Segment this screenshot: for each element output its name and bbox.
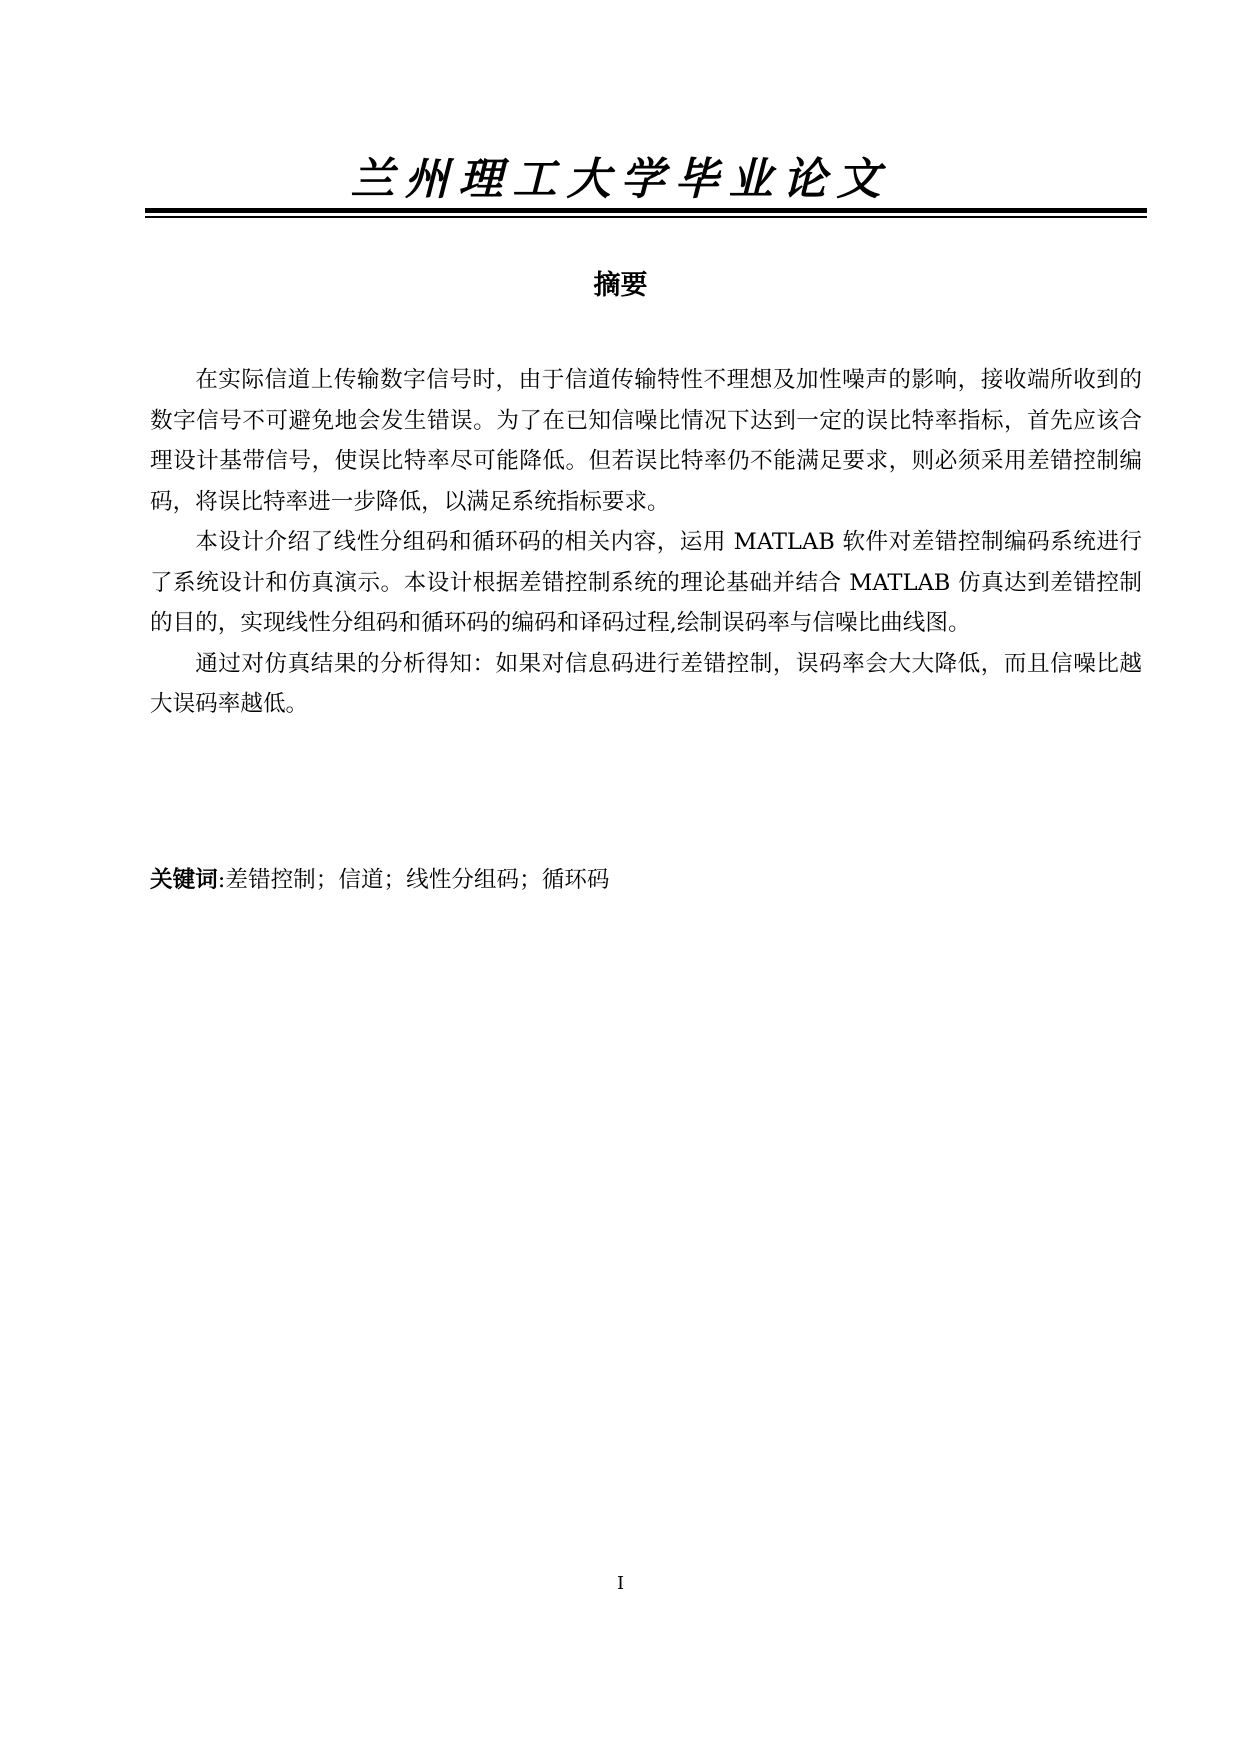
- abstract-paragraph-2: 本设计介绍了线性分组码和循环码的相关内容，运用 MATLAB 软件对差错控制编码系统进行了系统设计和仿真演示。本设计根据差错控制系统的理论基础并结合 MATLAB 仿真达到差错控制的目的，实现线性分组码和循环码的编码和译码过程,绘制误码率与信噪比曲线图。: [150, 529, 1142, 636]
- abstract-body: [150, 360, 1142, 725]
- keywords-text: 差错控制；信道；线性分组码；循环码: [225, 867, 610, 893]
- keywords-line: [150, 860, 1142, 900]
- abstract-title: 摘要: [593, 270, 648, 301]
- header-rule-thick: [145, 208, 1147, 213]
- keywords-label: 关键词: [150, 867, 218, 893]
- abstract-paragraph-1: 在实际信道上传输数字信号时，由于信道传输特性不理想及加性噪声的影响，接收端所收到的数字信号不可避免地会发生错误。为了在已知信噪比情况下达到一定的误比特率指标，首先应该合理设计基带信号，使误比特率尽可能降低。但若误比特率仍不能满足要求，则必须采用差错控制编码，将误比特率进一步降低，以满足系统指标要求。: [150, 367, 1142, 515]
- page-number: I: [616, 1573, 625, 1594]
- page-header-title: 兰州理工大学毕业论文: [350, 154, 891, 205]
- header-rule-thin: [145, 216, 1147, 218]
- keywords-separator: :: [217, 867, 226, 893]
- abstract-paragraph-3: 通过对仿真结果的分析得知：如果对信息码进行差错控制，误码率会大大降低，而且信噪比越大误码率越低。: [150, 650, 1142, 717]
